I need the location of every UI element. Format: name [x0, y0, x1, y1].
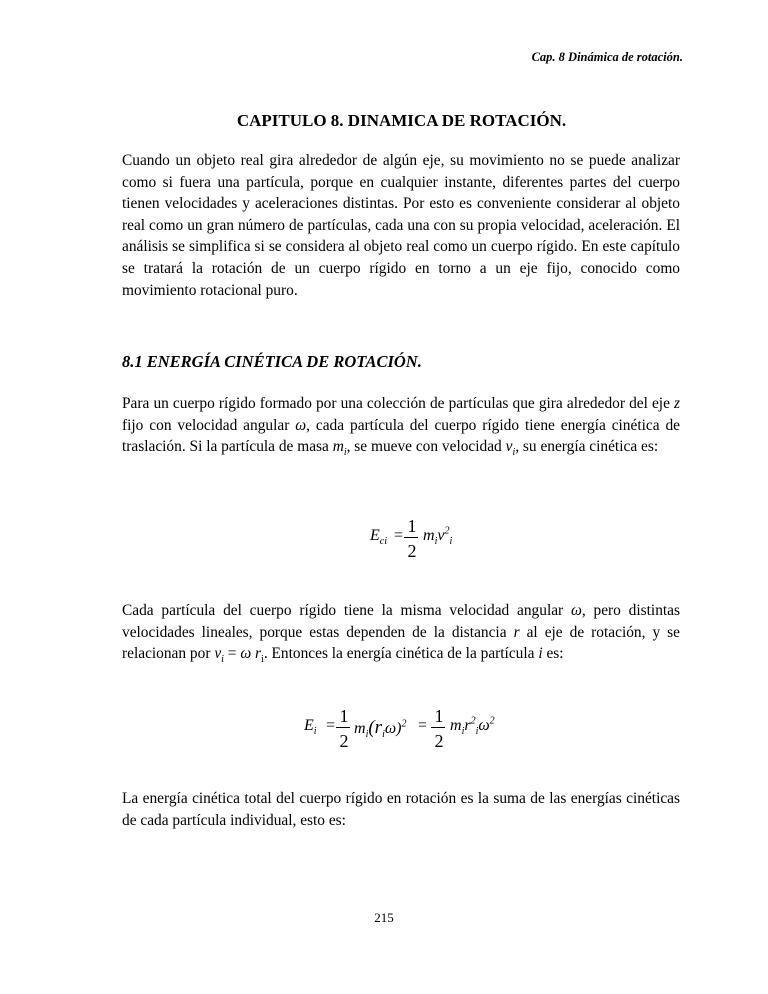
page-number: 215: [374, 910, 394, 925]
section-paragraph-3: La energía cinética total del cuerpo rígido en rotación es la suma de las energías cinéticas de cada partícula individual, esto es:: [122, 790, 680, 829]
eq1-denominator: 2: [407, 541, 417, 561]
eq1-numerator: 1: [407, 516, 417, 536]
intro-paragraph: Cuando un objeto real gira alrededor de algún eje, su movimiento no se puede analizar como si fuera una partícula, porque en cualquier instante, diferentes partes del cuerpo tienen velocidades y aceleraciones distintas. Por esto es conveniente considerar al objeto real como un gran número de partículas, cada una con su propia velocidad, aceleración. El análisis se simplifica si se considera al objeto real como un cuerpo rígido. En este capítulo se tratará la rotación de un cuerpo rígido en torno a un eje fijo, conocido como movimiento rotacional puro.: [122, 152, 680, 299]
eq1-lhs: $E_{ci}$: [370, 527, 387, 548]
section-paragraph-2: Cada partícula del cuerpo rígido tiene la misma velocidad angular ω, pero distintas velocidades lineales, porque estas dependen de la distancia r al eje de rotación, y se relacionan por $v_i = \omega$ $r_i$. Entonces la energía cinética de la partícula i es:: [122, 602, 680, 666]
running-header: Cap. 8 Dinámica de rotación.: [531, 50, 683, 64]
eq2-term-1: $m_i(r_i\omega)^2$: [354, 717, 407, 741]
eq2-denominator-1: 2: [339, 731, 349, 751]
eq1-fraction-bar: [404, 537, 418, 538]
section-paragraph-1: Para un cuerpo rígido formado por una colección de partículas que gira alrededor del eje z fijo con velocidad angular ω, cada partícula del cuerpo rígido tiene energía cinética de traslación. Si la partícula de masa $m_i$, se mueve con velocidad $v_i$, su energía cinética es:: [122, 395, 680, 459]
eq2-term-2: $m_ir^2_i\omega^2$: [450, 715, 495, 738]
eq2-denominator-2: 2: [434, 731, 444, 751]
eq2-lhs: $E_i$: [304, 717, 317, 738]
eq1-rhs: $m_iv^2_i$: [423, 525, 453, 548]
eq2-fraction-bar-1: [336, 727, 350, 728]
eq2-equals-2: =: [418, 717, 428, 734]
eq2-equals-1: =: [326, 717, 336, 734]
eq2-numerator-2: 1: [434, 706, 444, 726]
eq2-numerator-1: 1: [339, 706, 349, 726]
eq1-equals: =: [394, 527, 404, 544]
section-title: 8.1 ENERGÍA CINÉTICA DE ROTACIÓN.: [122, 352, 422, 371]
eq2-fraction-bar-2: [431, 727, 445, 728]
chapter-title: CAPITULO 8. DINAMICA DE ROTACIÓN.: [236, 111, 567, 130]
